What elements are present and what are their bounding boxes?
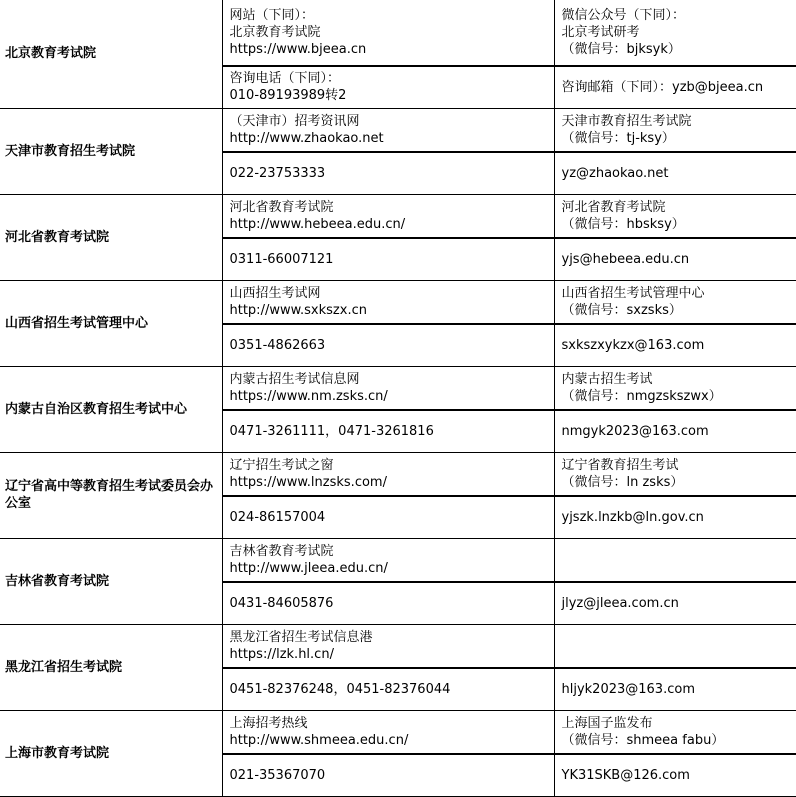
email-cell[interactable]: 咨询邮箱（下同）：yzb@bjeea.cn xyxy=(554,66,796,108)
org-name: 北京教育考试院 xyxy=(0,0,222,108)
email-cell[interactable]: hljyk2023@163.com xyxy=(554,668,796,710)
website-cell[interactable]: 河北省教育考试院 http://www.hebeea.edu.cn/ xyxy=(222,194,554,238)
website-cell[interactable]: 山西招生考试网 http://www.sxkszx.cn xyxy=(222,280,554,324)
wechat-cell: 上海国子监发布 （微信号：shmeea fabu） xyxy=(554,710,796,754)
table-row xyxy=(0,538,796,582)
website-cell[interactable]: 吉林省教育考试院 http://www.jleea.edu.cn/ xyxy=(222,538,554,582)
table-row xyxy=(0,194,796,238)
phone-cell: 0471-3261111，0471-3261816 xyxy=(222,410,554,452)
website-cell[interactable]: （天津市）招考资讯网 http://www.zhaokao.net xyxy=(222,108,554,152)
wechat-cell: 山西省招生考试管理中心 （微信号：sxzsks） xyxy=(554,280,796,324)
org-name: 辽宁省高中等教育招生考试委员会办公室 xyxy=(0,452,222,538)
phone-cell: 0351-4862663 xyxy=(222,324,554,366)
table-row xyxy=(0,108,796,152)
phone-cell: 咨询电话（下同）： 010-89193989转2 xyxy=(222,66,554,108)
phone-cell: 0431-84605876 xyxy=(222,582,554,624)
wechat-cell: 河北省教育考试院 （微信号：hbsksy） xyxy=(554,194,796,238)
org-name: 黑龙江省招生考试院 xyxy=(0,624,222,710)
phone-cell: 024-86157004 xyxy=(222,496,554,538)
phone-cell: 021-35367070 xyxy=(222,754,554,796)
phone-cell: 0311-66007121 xyxy=(222,238,554,280)
website-cell[interactable]: 黑龙江省招生考试信息港 https://lzk.hl.cn/ xyxy=(222,624,554,668)
org-name: 上海市教育考试院 xyxy=(0,710,222,796)
org-name: 山西省招生考试管理中心 xyxy=(0,280,222,366)
phone-cell: 022-23753333 xyxy=(222,152,554,194)
email-cell[interactable]: yjs@hebeea.edu.cn xyxy=(554,238,796,280)
wechat-cell xyxy=(554,624,796,668)
table-row xyxy=(0,366,796,410)
email-cell[interactable]: yz@zhaokao.net xyxy=(554,152,796,194)
email-cell[interactable]: nmgyk2023@163.com xyxy=(554,410,796,452)
org-name: 河北省教育考试院 xyxy=(0,194,222,280)
website-cell[interactable]: 上海招考热线 http://www.shmeea.edu.cn/ xyxy=(222,710,554,754)
table-row xyxy=(0,710,796,754)
email-cell[interactable]: sxkszxykzx@163.com xyxy=(554,324,796,366)
table-row xyxy=(0,452,796,496)
email-cell[interactable]: yjszk.lnzkb@ln.gov.cn xyxy=(554,496,796,538)
website-cell[interactable]: 网站（下同）： 北京教育考试院 https://www.bjeea.cn xyxy=(222,0,554,66)
phone-cell: 0451-82376248，0451-82376044 xyxy=(222,668,554,710)
website-cell[interactable]: 辽宁招生考试之窗 https://www.lnzsks.com/ xyxy=(222,452,554,496)
org-name: 天津市教育招生考试院 xyxy=(0,108,222,194)
wechat-cell: 天津市教育招生考试院 （微信号：tj-ksy） xyxy=(554,108,796,152)
org-name: 内蒙古自治区教育招生考试中心 xyxy=(0,366,222,452)
wechat-cell: 辽宁省教育招生考试 （微信号：ln zsks） xyxy=(554,452,796,496)
org-name: 吉林省教育考试院 xyxy=(0,538,222,624)
website-cell[interactable]: 内蒙古招生考试信息网 https://www.nm.zsks.cn/ xyxy=(222,366,554,410)
table-row xyxy=(0,0,796,66)
wechat-cell: 内蒙古招生考试 （微信号：nmgzskszwx） xyxy=(554,366,796,410)
email-cell[interactable]: YK31SKB@126.com xyxy=(554,754,796,796)
table-row xyxy=(0,280,796,324)
email-cell[interactable]: jlyz@jleea.com.cn xyxy=(554,582,796,624)
wechat-cell xyxy=(554,538,796,582)
wechat-cell: 微信公众号（下同）： 北京考试研考 （微信号：bjksyk） xyxy=(554,0,796,66)
table-row xyxy=(0,624,796,668)
